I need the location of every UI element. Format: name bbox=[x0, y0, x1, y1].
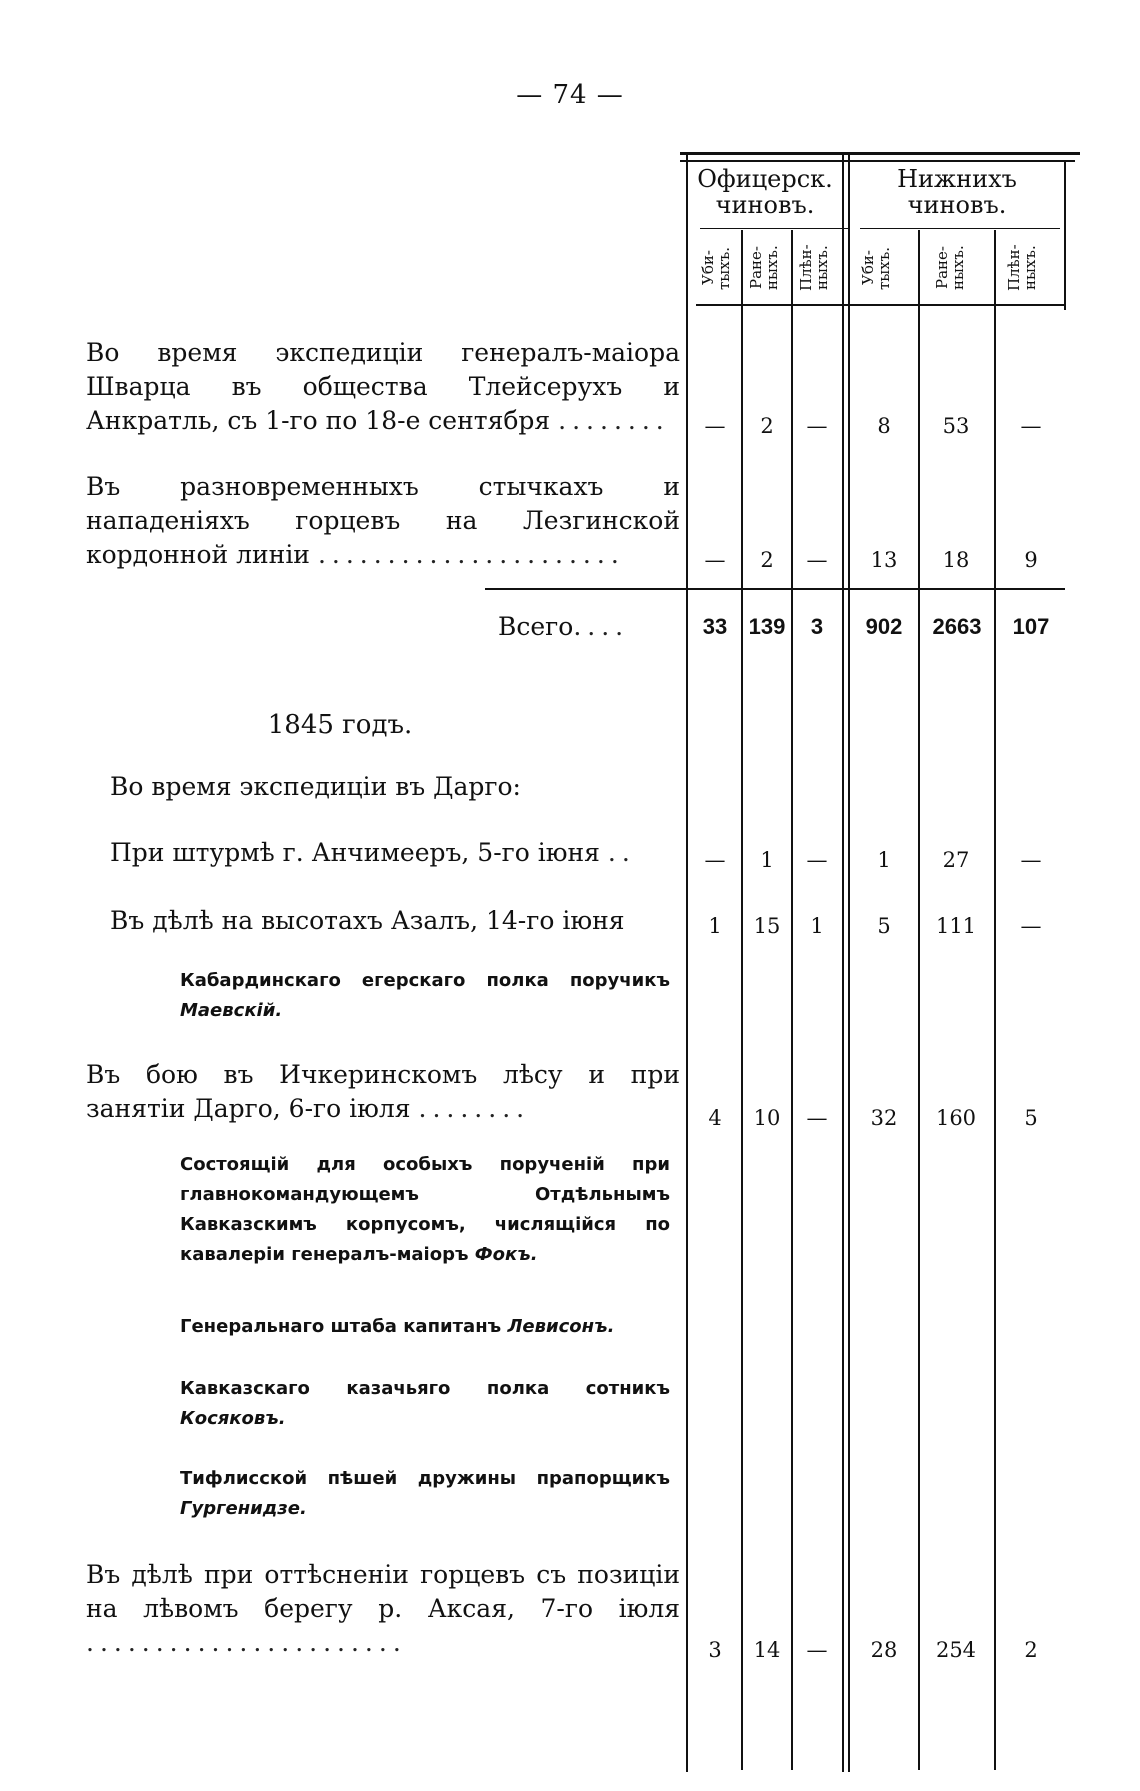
page-number: — 74 — bbox=[516, 80, 624, 110]
total-value: 2663 bbox=[932, 614, 982, 639]
value: — bbox=[1020, 848, 1042, 872]
value: 14 bbox=[753, 1638, 781, 1662]
value: 2 bbox=[1024, 1638, 1038, 1662]
person-name: Косяковъ. bbox=[180, 1408, 286, 1429]
col-line-5 bbox=[994, 230, 996, 1770]
value: 3 bbox=[708, 1638, 722, 1662]
note-maevsky: Кабардинскаго егерскаго полка поручикъ Маевскій. bbox=[180, 970, 670, 1021]
entry-ichkeria: Въ бою въ Ичкеринскомъ лѣсу и при занятіи Дарго, 6-го іюля ........ bbox=[86, 1060, 680, 1123]
value: 1 bbox=[810, 914, 824, 938]
group1-rule bbox=[700, 228, 848, 229]
col-head-1: Уби-тыхъ. bbox=[699, 246, 733, 290]
value: — bbox=[704, 414, 726, 438]
value: 9 bbox=[1024, 548, 1038, 572]
value: — bbox=[1020, 414, 1042, 438]
col-head-5: Ране-ныхъ. bbox=[933, 245, 967, 291]
total-label: Всего.... bbox=[498, 612, 630, 641]
section-intro: Во время экспедиціи въ Дарго: bbox=[110, 772, 521, 801]
value: 28 bbox=[870, 1638, 898, 1662]
col-line-6 bbox=[1064, 160, 1066, 310]
value: — bbox=[704, 548, 726, 572]
value: 27 bbox=[942, 848, 970, 872]
table-top-rule-thin bbox=[680, 160, 1075, 162]
value: 1 bbox=[760, 848, 774, 872]
total-value: 3 bbox=[810, 614, 824, 639]
value: — bbox=[806, 848, 828, 872]
group2-rule bbox=[860, 228, 1060, 229]
header-officers: Офицерск. чиновъ. bbox=[697, 165, 833, 219]
total-rule bbox=[485, 588, 1065, 590]
col-head-3: Плѣн-ныхъ. bbox=[797, 244, 831, 292]
col-head-4: Уби-тыхъ. bbox=[859, 246, 893, 290]
person-name: Левисонъ. bbox=[507, 1316, 615, 1337]
col-line-3a bbox=[842, 152, 844, 1772]
note-kosyakov: Кавказскаго казачьяго полка сотникъ Косяковъ. bbox=[180, 1378, 670, 1429]
col-line-0 bbox=[686, 152, 688, 1772]
value: — bbox=[704, 848, 726, 872]
year-heading: 1845 годъ. bbox=[267, 710, 413, 740]
value: 254 bbox=[935, 1638, 977, 1662]
total-value: 33 bbox=[702, 614, 728, 639]
value: 1 bbox=[877, 848, 891, 872]
value: 15 bbox=[753, 914, 781, 938]
value: 8 bbox=[877, 414, 891, 438]
entry-anchimeer: При штурмѣ г. Анчимееръ, 5-го іюня .. bbox=[110, 838, 636, 867]
note-levison: Генеральнаго штаба капитанъ Левисонъ. bbox=[180, 1316, 615, 1337]
col-line-4 bbox=[918, 230, 920, 1770]
total-value: 107 bbox=[1012, 614, 1050, 639]
col-head-6: Плѣн-ныхъ. bbox=[1005, 244, 1039, 292]
value: 53 bbox=[942, 414, 970, 438]
total-value: 139 bbox=[748, 614, 786, 639]
person-name: Гургенидзе. bbox=[180, 1498, 307, 1519]
col-line-1 bbox=[741, 230, 743, 1770]
value: 5 bbox=[1024, 1106, 1038, 1130]
value: — bbox=[1020, 914, 1042, 938]
note-fok: Состоящій для особыхъ порученій при главнокомандующемъ Отдѣльнымъ Кавказскимъ корпусомъ, числящійся по кавалеріи генералъ-маіоръ Фокъ. bbox=[180, 1154, 670, 1265]
table-top-rule bbox=[680, 152, 1080, 155]
entry-aksai: Въ дѣлѣ при оттѣсненіи горцевъ съ позиціи на лѣвомъ берегу р. Аксая, 7-го іюля ....................... bbox=[86, 1560, 680, 1657]
value: 10 bbox=[753, 1106, 781, 1130]
note-gurgenidze: Тифлисской пѣшей дружины прапорщикъ Гургенидзе. bbox=[180, 1468, 670, 1519]
value: 32 bbox=[870, 1106, 898, 1130]
value: 111 bbox=[935, 914, 977, 938]
value: 4 bbox=[708, 1106, 722, 1130]
value: 160 bbox=[935, 1106, 977, 1130]
value: — bbox=[806, 414, 828, 438]
total-value: 902 bbox=[865, 614, 903, 639]
entry-schwarz: Во время экспедиціи генералъ-маіора Шварца въ общества Тлейсерухъ и Анкратль, съ 1-го по 18-е сентября ........ bbox=[86, 338, 680, 435]
col-head-2: Ране-ныхъ. bbox=[747, 245, 781, 291]
value: 13 bbox=[870, 548, 898, 572]
value: — bbox=[806, 1638, 828, 1662]
value: 18 bbox=[942, 548, 970, 572]
person-name: Фокъ. bbox=[474, 1244, 538, 1265]
entry-lezgin-line: Въ разновременныхъ стычкахъ и нападеніяхъ горцевъ на Лезгинской кордонной линіи ...................... bbox=[86, 472, 680, 569]
value: 5 bbox=[877, 914, 891, 938]
value: 2 bbox=[760, 414, 774, 438]
value: — bbox=[806, 548, 828, 572]
entry-azal: Въ дѣлѣ на высотахъ Азалъ, 14-го іюня bbox=[110, 906, 625, 935]
col-line-3b bbox=[848, 152, 850, 1772]
header-lower-ranks: Нижнихъ чиновъ. bbox=[897, 165, 1017, 219]
value: — bbox=[806, 1106, 828, 1130]
person-name: Маевскій. bbox=[180, 1000, 283, 1021]
header-bottom-rule bbox=[696, 304, 1066, 306]
col-line-2 bbox=[791, 230, 793, 1770]
value: 2 bbox=[760, 548, 774, 572]
value: 1 bbox=[708, 914, 722, 938]
